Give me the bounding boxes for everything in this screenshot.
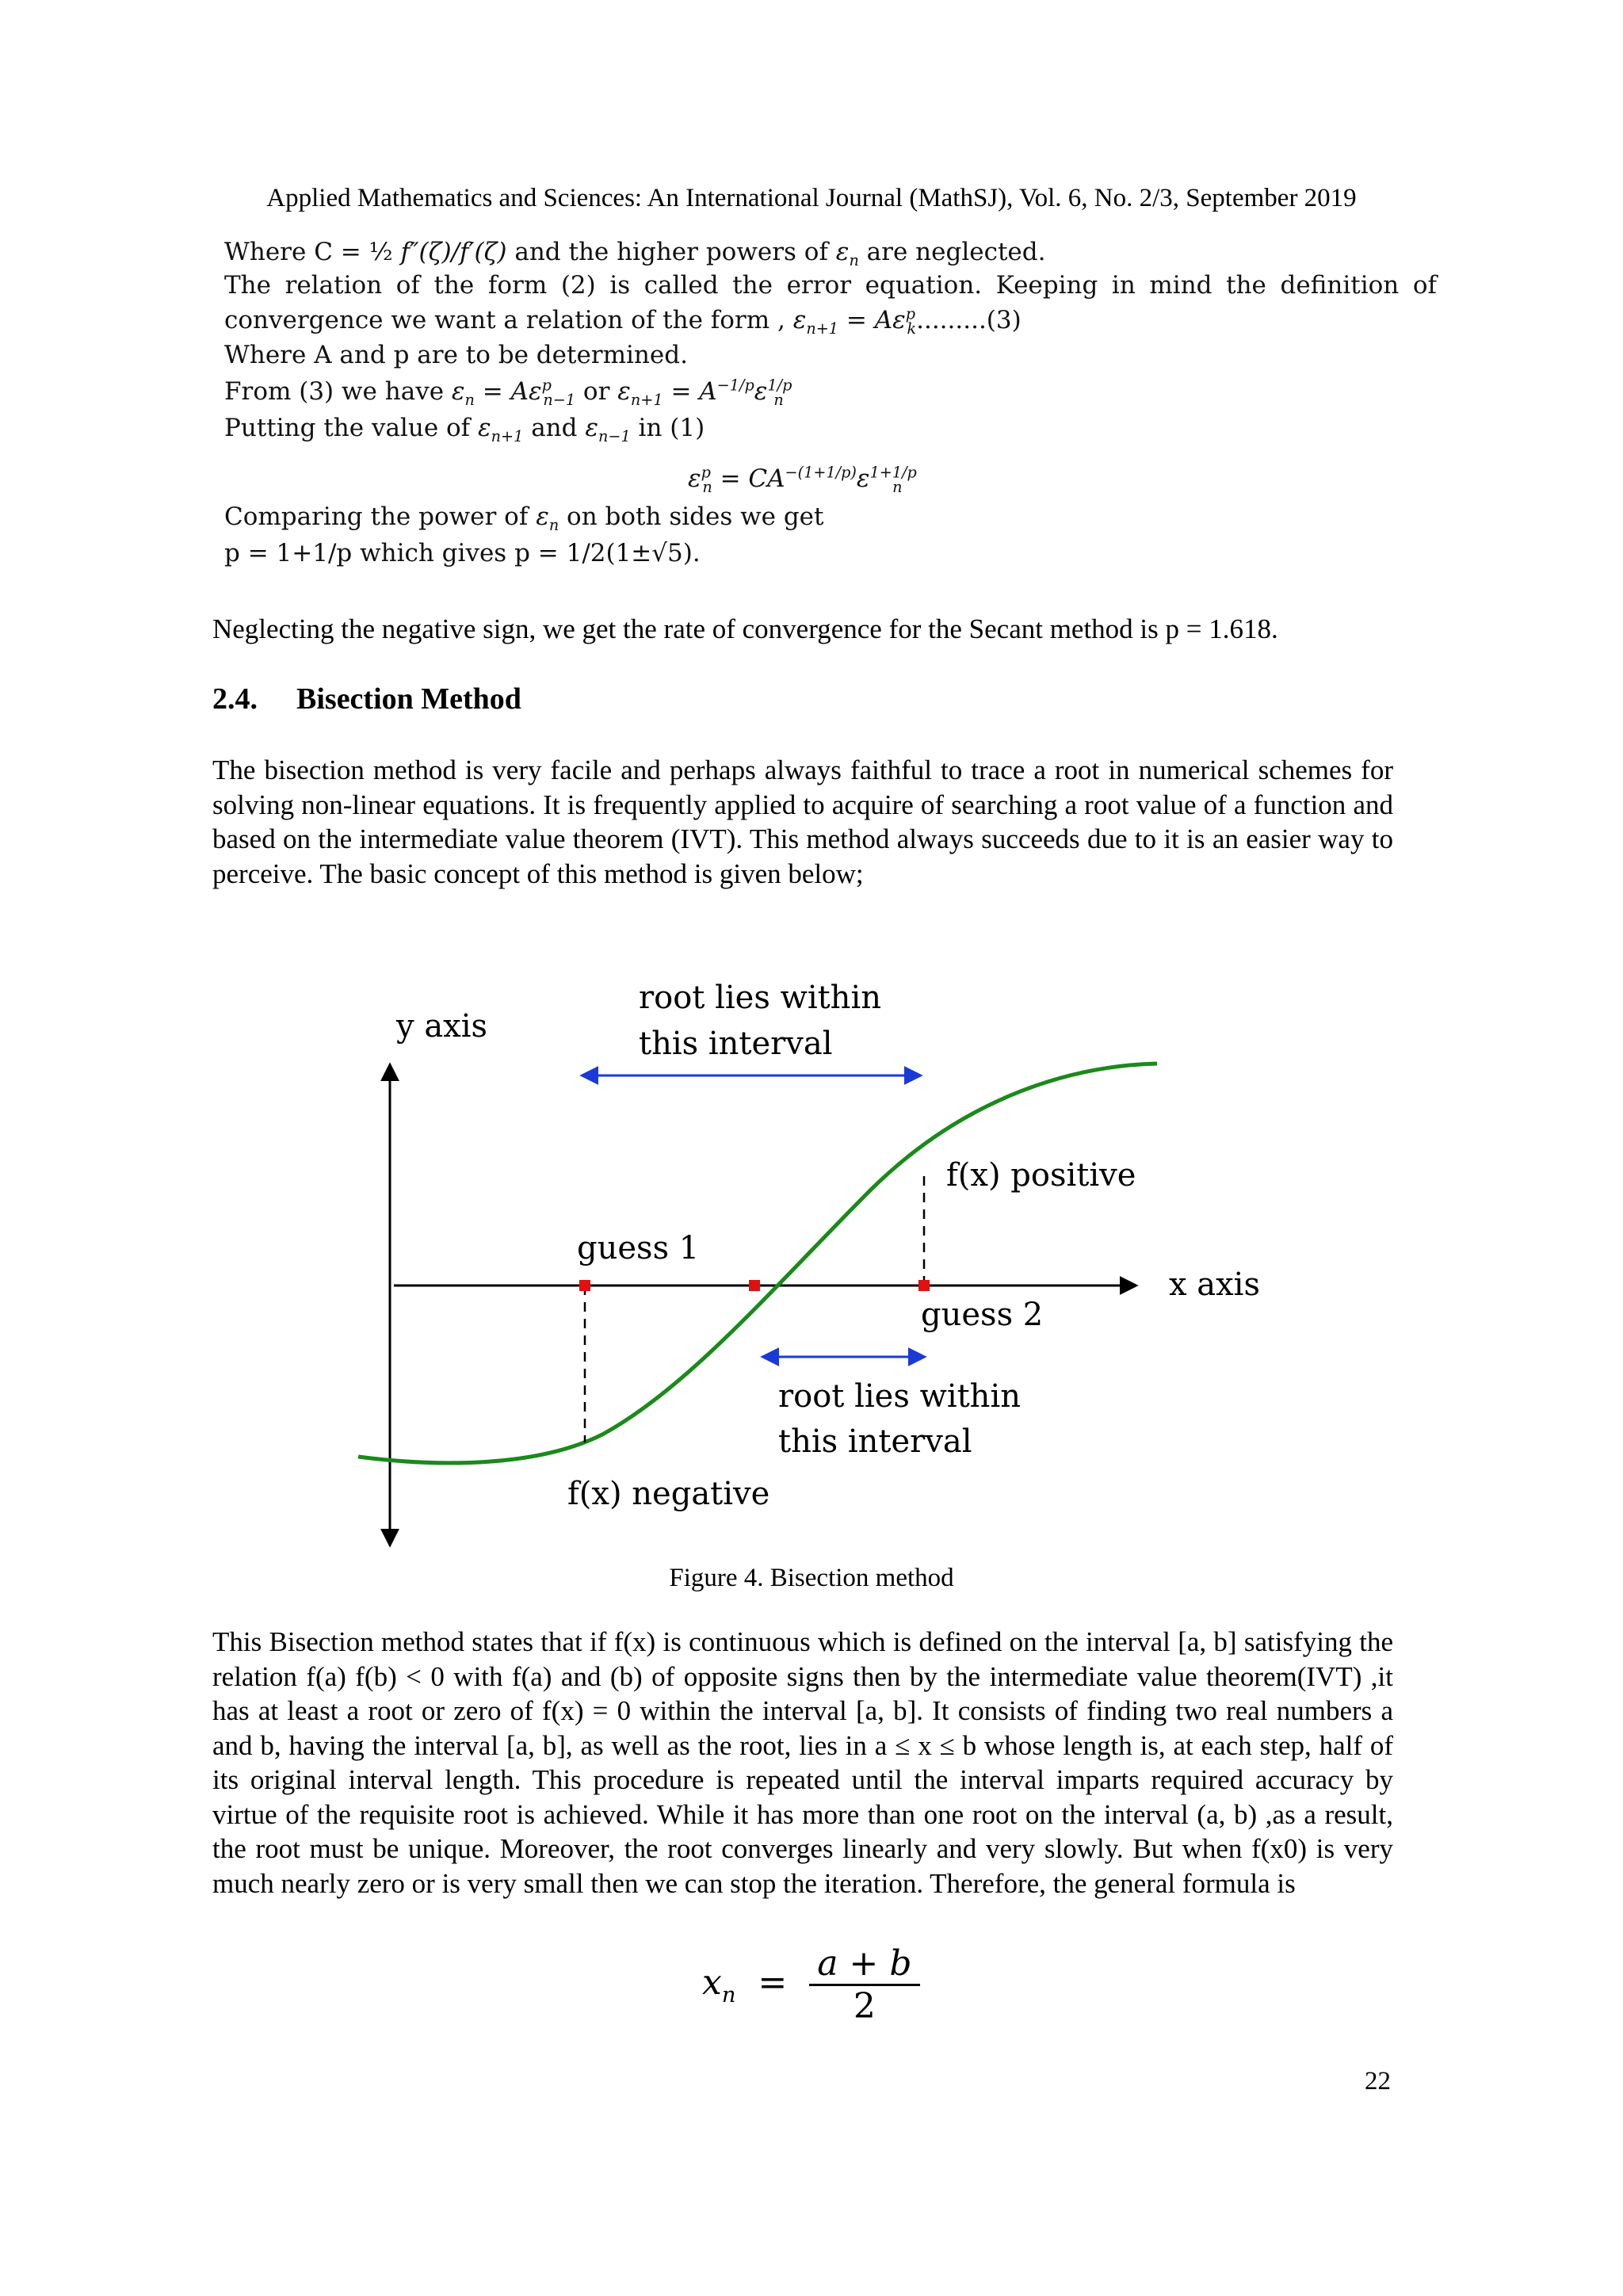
derivation-line-8: Comparing the power of $\varepsilon_n$ on both sides we get bbox=[224, 502, 824, 535]
page-number: 22 bbox=[1365, 2067, 1391, 2095]
guess1-point bbox=[579, 1280, 590, 1291]
guess1-label: guess 1 bbox=[577, 1230, 700, 1266]
paragraph-bisection-method: This Bisection method states that if f(x) is continuous which is defined on the interval [a, b] satisfying the relation f(a) f(b) < 0 with f(a) and (b) of opposite signs then by the intermediate value theorem(IVT) ,it has at least a root or zero of f(x) = 0 within the interval [a, b]. It consists of finding two real numbers a and b, having the interval [a, b], as well as the root, lies in a ≤ x ≤ b whose length is, at each step, half of its original interval length. This procedure is repeated until the interval imparts required accuracy by virtue of the requisite root is achieved. While it has more than one root on the interval (a, b) ,as a result, the root must be unique. Moreover, the root converges linearly and very slowly. But when f(x0) is very much nearly zero or is very small then we can stop the iteration. Therefore, the general formula is bbox=[212, 1626, 1393, 1899]
derivation-line-3: convergence we want a relation of the form , $\varepsilon_{n+1} = A\varepsilon^p_k.........(3)$ bbox=[224, 304, 1022, 338]
midpoint-point bbox=[749, 1280, 760, 1291]
top-interval-label-2: this interval bbox=[639, 1026, 833, 1062]
formula-fraction bbox=[809, 1943, 919, 2027]
formula-lhs: x bbox=[702, 1962, 722, 2003]
section-title: Bisection Method bbox=[296, 682, 521, 716]
function-curve bbox=[358, 1064, 1157, 1463]
guess2-point bbox=[918, 1280, 930, 1291]
section-number: 2.4. bbox=[212, 682, 258, 716]
running-header: Applied Mathematics and Sciences: An International Journal (MathSJ), Vol. 6, No. 2/3, September 2019 bbox=[266, 184, 1357, 212]
fx-negative-label: f(x) negative bbox=[567, 1476, 770, 1512]
derivation-line-2: The relation of the form (2) is called the error equation. Keeping in mind the definition of bbox=[224, 271, 1437, 300]
x-axis-label: x axis bbox=[1169, 1266, 1260, 1303]
derivation-line-7: $\varepsilon^p_n = CA^{-(1+1/p)}\varepsilon^{1+1/p}_n$ bbox=[688, 463, 917, 497]
guess2-label: guess 2 bbox=[921, 1297, 1044, 1333]
formula-denominator: 2 bbox=[853, 1986, 876, 2027]
derivation-line-4: Where A and p are to be determined. bbox=[224, 341, 688, 369]
formula-equals: = bbox=[758, 1962, 788, 2003]
derivation-line-1: Where C = ½ f″(ζ)/f′(ζ) and the higher powers of $\varepsilon_n$ are neglected. bbox=[224, 238, 1046, 270]
derivation-line-6: Putting the value of $\varepsilon_{n+1}$ and $\varepsilon_{n-1}$ in (1) bbox=[224, 414, 705, 446]
paragraph-bisection-intro: The bisection method is very facile and perhaps always faithful to trace a root in numerical schemes for solving non-linear equations. It is frequently applied to acquire of searching a root value of a function and based on the intermediate value theorem (IVT). This method always succeeds due to it is an easier way to perceive. The basic concept of this method is given below; bbox=[212, 755, 1393, 889]
paragraph-secant-conclusion: Neglecting the negative sign, we get the rate of convergence for the Secant method is p = 1.618. bbox=[212, 613, 1278, 644]
top-interval-label-1: root lies within bbox=[639, 980, 881, 1016]
fx-positive-label: f(x) positive bbox=[946, 1157, 1136, 1194]
formula-lhs-sub: n bbox=[721, 1982, 736, 2008]
derivation-line-5: From (3) we have $\varepsilon_n = A\varepsilon^p_{n-1}$ or $\varepsilon_{n+1} = A^{-1/p}\varepsilon^{1/p}_n$ bbox=[224, 376, 792, 410]
bottom-interval-label-2: this interval bbox=[778, 1423, 972, 1460]
formula-numerator: a + b bbox=[809, 1943, 919, 1986]
figure-caption: Figure 4. Bisection method bbox=[669, 1564, 954, 1592]
y-axis-label: y axis bbox=[396, 1008, 488, 1045]
derivation-line-9: p = 1+1/p which gives p = 1/2(1±√5). bbox=[224, 539, 701, 567]
bottom-interval-label-1: root lies within bbox=[778, 1378, 1021, 1415]
bisection-formula bbox=[702, 1943, 920, 2027]
